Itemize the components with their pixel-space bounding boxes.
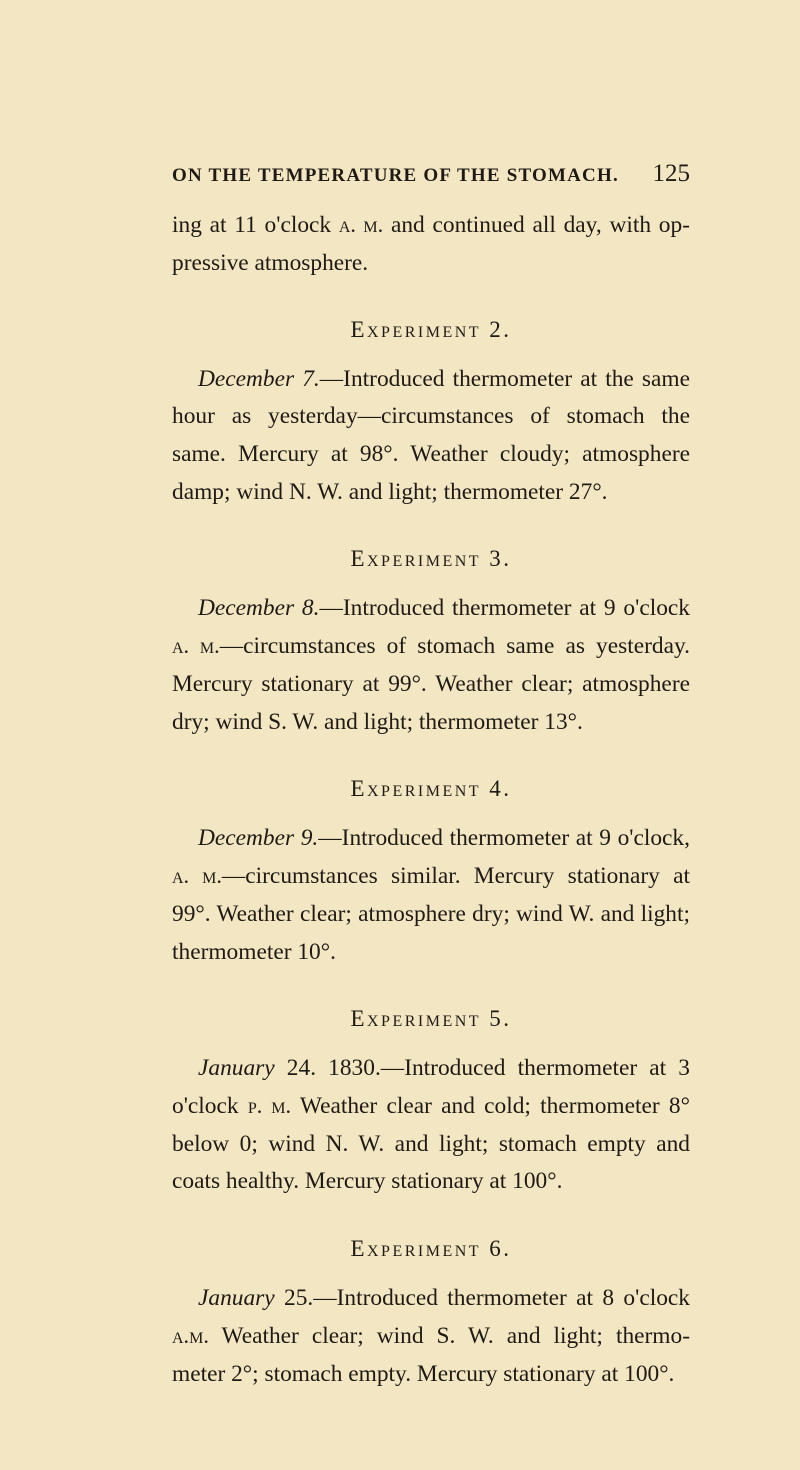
- entry-date: January: [198, 1284, 275, 1311]
- running-title: ON THE TEMPERATURE OF THE STOMACH.: [172, 165, 619, 186]
- experiment-4-paragraph: December 9.—Introduced thermometer at 9 o'clock, a. m.—circumstances similar. Mercury stationary at 99°. Weather clear; atmosphere dry; wind W. and light; thermometer 10°.: [172, 824, 690, 965]
- experiment-5-paragraph: January 24. 1830.—Introduced thermometer at 3 o'clock p. m. Weather clear and cold; thermometer 8° below 0; wind N. W. and light; stomach empty and coats healthy. Mercury stationary at 100°.: [172, 1054, 690, 1195]
- time-marker: a.m.: [172, 1323, 209, 1349]
- experiment-5-heading: Experiment 5.: [350, 1006, 512, 1032]
- body-text: [172, 206, 690, 1393]
- page-number: 125: [652, 160, 690, 187]
- running-head: [172, 160, 690, 188]
- time-marker: a. m.: [338, 212, 384, 237]
- entry-date: December 8.: [198, 594, 320, 621]
- experiment-3-heading: Experiment 3.: [350, 546, 512, 572]
- experiment-3-paragraph: December 8.—Introduced thermometer at 9 o'clock a. m.—circumstances of stomach same as yesterday. Mercury stationary at 99°. Weather clear; atmosphere dry; wind S. W. and light; thermometer 13°.: [172, 594, 690, 735]
- experiment-2-paragraph: December 7.—Introduced thermometer at the same hour as yesterday—circumstances of stomach the same. Mercury at 98°. Weather cloudy; atmosphere damp; wind N. W. and light; thermometer 27°.: [172, 365, 690, 505]
- experiment-6-paragraph: January 25.—Introduced thermometer at 8 o'clock a.m. Weather clear; wind S. W. and light; thermo- meter 2°; stomach empty. Mercury stationary at 100°.: [172, 1284, 690, 1387]
- time-marker: a. m.: [172, 863, 222, 889]
- time-marker: a. m.: [172, 633, 220, 659]
- entry-date: January: [198, 1054, 275, 1081]
- entry-date: December 7.: [198, 365, 320, 392]
- time-marker: p. m.: [247, 1093, 292, 1119]
- experiment-4-heading: Experiment 4.: [350, 776, 512, 802]
- experiment-6-heading: Experiment 6.: [350, 1236, 512, 1262]
- experiment-2-heading: Experiment 2.: [350, 317, 512, 343]
- continued-paragraph: ing at 11 o'clock a. m. and continued all day, with op- pressive atmosphere.: [172, 212, 690, 276]
- entry-date: December 9.: [198, 824, 319, 851]
